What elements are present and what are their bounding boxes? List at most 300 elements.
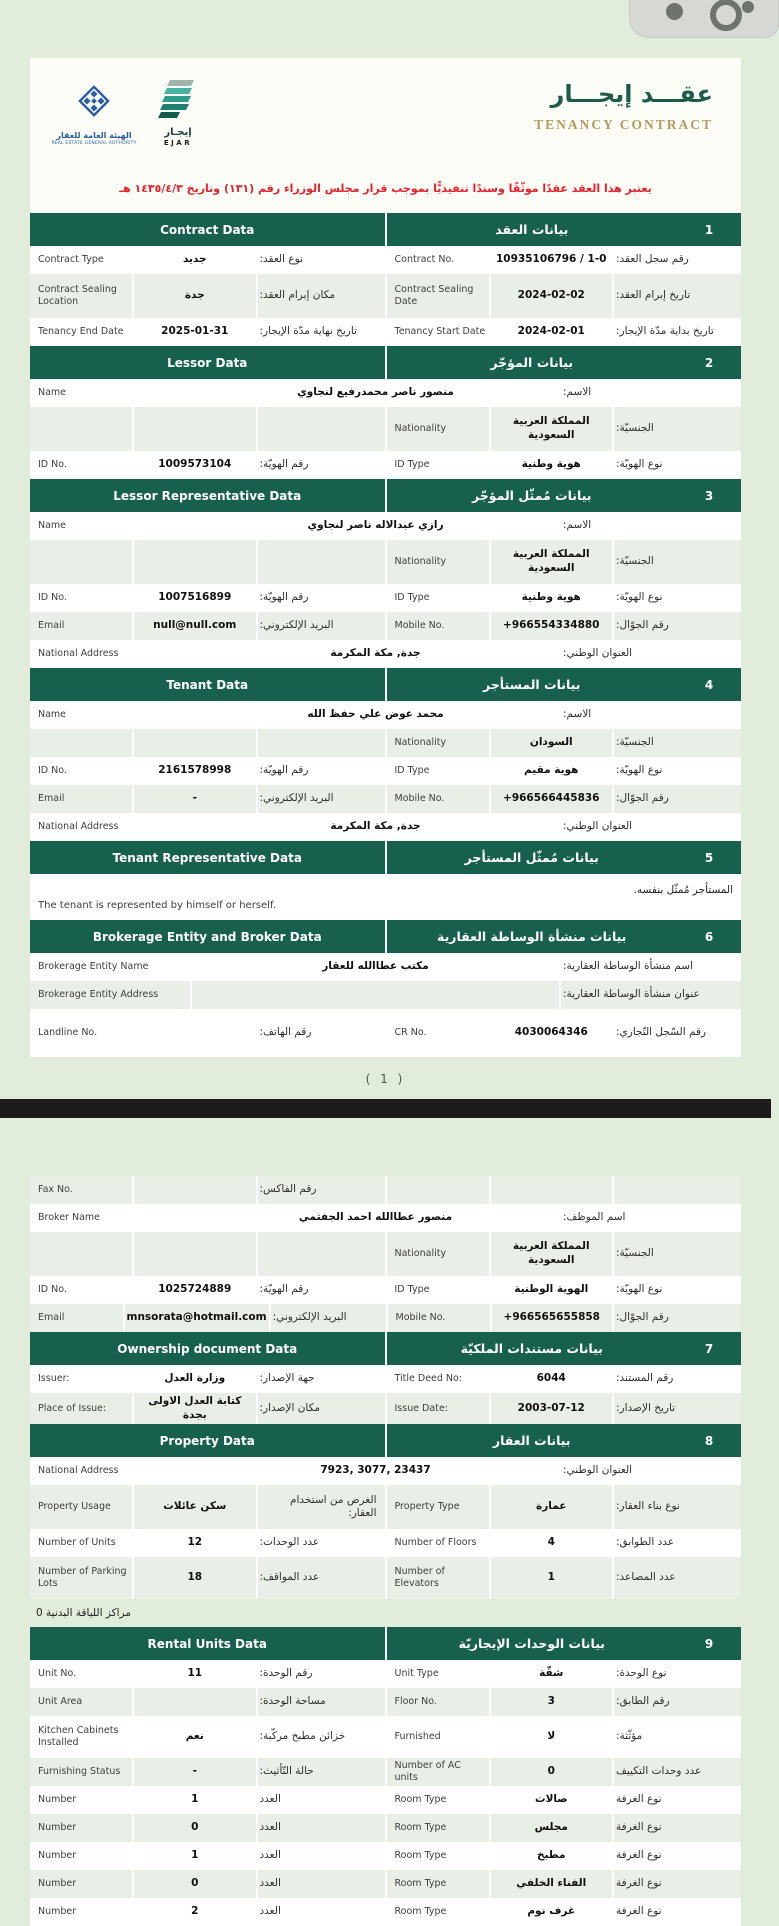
- ejar-logo: [150, 78, 206, 147]
- row-half-left: [30, 1393, 385, 1424]
- row-half-left: [30, 1485, 385, 1529]
- field-value: -: [132, 1758, 256, 1786]
- field-value: +966565655858: [490, 1304, 613, 1332]
- field-row: [30, 757, 741, 785]
- field-label-ar: خزائن مطبخ مركّبة:: [256, 1716, 385, 1758]
- field-label-ar: رقم الفاكس:: [256, 1176, 385, 1204]
- section-title-ar: بيانات الوحدات الإيجاريّة: [458, 1636, 605, 1652]
- field-row: [30, 1485, 741, 1529]
- field-row: [30, 274, 741, 318]
- field-label-en: Number: [38, 1822, 77, 1834]
- field-value: +966554334880: [489, 612, 613, 640]
- section-title-en: Lessor Data: [167, 355, 248, 370]
- field-label-en: Room Type: [394, 1906, 447, 1918]
- field-label-en: Floor No.: [394, 1696, 437, 1708]
- field-row: [30, 1814, 741, 1842]
- section-number: 5: [704, 850, 714, 865]
- field-label-ar: البريد الإلكتروني:: [256, 612, 385, 640]
- field-label-en: Title Deed No:: [394, 1373, 463, 1385]
- row-half-right: [385, 1898, 742, 1926]
- field-label-en: Name: [38, 709, 67, 721]
- field-label-en: Contract Sealing Date: [394, 284, 474, 307]
- field-row: [30, 1688, 741, 1716]
- section-title-english-half: [30, 1627, 385, 1660]
- field-label-en: Tenancy Start Date: [394, 326, 486, 338]
- section-number: 1: [704, 222, 714, 237]
- section-title-en: Rental Units Data: [147, 1636, 267, 1651]
- field-label-ar: نوع الغرفة: [612, 1870, 741, 1898]
- row-half-left: [30, 407, 385, 451]
- field-value: 4030064346: [489, 1009, 613, 1057]
- row-half-right: [385, 1688, 742, 1716]
- field-label-en: Email: [38, 1312, 65, 1324]
- field-value: [489, 1176, 613, 1204]
- row-half-left: [30, 540, 385, 584]
- field-label-ar: رقم الهويّة:: [256, 584, 385, 612]
- field-label-ar: نوع الغرفة: [612, 1814, 741, 1842]
- field-value: 12: [132, 1529, 256, 1557]
- field-label-en: Unit No.: [38, 1668, 77, 1680]
- field-label-en: Nationality: [394, 556, 447, 568]
- row-half-right: [385, 540, 742, 584]
- row-half-right: [385, 1716, 742, 1758]
- row-half-left: [30, 1688, 385, 1716]
- row-half-left: [30, 246, 385, 274]
- field-value: مجلس: [489, 1814, 613, 1842]
- field-label-ar: نوع الهويّة:: [612, 1276, 741, 1304]
- field-label-en: Fax No.: [38, 1184, 73, 1196]
- ejar-name-arabic: إيجـار: [164, 127, 192, 138]
- field-label-ar: العدد: [256, 1786, 385, 1814]
- row-half-right: [385, 757, 742, 785]
- field-value: كتابة العدل الاولى بجدة: [132, 1393, 256, 1424]
- section-title-en: Tenant Representative Data: [112, 850, 302, 865]
- field-value: 0: [132, 1870, 256, 1898]
- field-row-full-width: [30, 1204, 741, 1232]
- section-number: 9: [704, 1636, 714, 1651]
- section-title-arabic-half: [385, 841, 742, 874]
- fitness-centers-row: مراكز اللياقة البدنية 0: [36, 1607, 131, 1620]
- section-title-english-half: [30, 479, 385, 512]
- logo-group: [52, 74, 206, 147]
- field-row: [30, 729, 741, 757]
- row-half-left: [30, 1557, 385, 1599]
- field-row-full-width: [30, 379, 741, 407]
- field-label-en: ID Type: [394, 1284, 430, 1296]
- field-row: [30, 1176, 741, 1204]
- field-label-ar: عدد المصاعد:: [612, 1557, 741, 1599]
- field-label-en: [30, 1232, 132, 1276]
- row-half-right: [385, 274, 742, 318]
- field-label-en: Nationality: [394, 423, 447, 435]
- contract-page-1: [30, 58, 741, 1086]
- field-label-ar: عدد المواقف:: [256, 1557, 385, 1599]
- field-row: [30, 1660, 741, 1688]
- row-half-right: [385, 451, 742, 479]
- row-half-right: [385, 1786, 742, 1814]
- field-label-ar: عدد وحدات التكييف: [612, 1758, 741, 1786]
- field-value: الفناء الخلفي: [489, 1870, 613, 1898]
- section-title-english-half: [30, 1424, 385, 1457]
- section-title-en: Tenant Data: [166, 677, 249, 692]
- field-label-ar: رقم الطابق:: [612, 1688, 741, 1716]
- field-row: [30, 1529, 741, 1557]
- field-value: -: [132, 785, 256, 813]
- field-value: مكتب عطاالله للعقار: [190, 953, 559, 981]
- floating-toolbar[interactable]: [629, 0, 779, 38]
- rega-diamond-icon: [71, 78, 117, 128]
- field-value: 1007516899: [132, 584, 256, 612]
- field-value: صالات: [489, 1786, 613, 1814]
- field-value: لا: [489, 1716, 613, 1758]
- field-label-en: Broker Name: [38, 1212, 100, 1224]
- section-title-arabic-half: [385, 668, 742, 701]
- row-half-left: [30, 1814, 385, 1842]
- field-value: 4: [489, 1529, 613, 1557]
- row-half-left: [30, 584, 385, 612]
- section-title-ar: بيانات مُمثّل المستأجر: [464, 850, 599, 865]
- section-title-arabic-half: [385, 346, 742, 379]
- field-value: +966566445836: [489, 785, 613, 813]
- note-text-en: The tenant is represented by himself or herself.: [38, 899, 276, 911]
- row-half-left: [30, 1870, 385, 1898]
- field-label-en: Number: [38, 1906, 77, 1918]
- row-half-left: [30, 1276, 385, 1304]
- field-label-en: [30, 729, 132, 757]
- field-label-ar: عدد الطوابق:: [612, 1529, 741, 1557]
- row-half-right: [385, 1232, 742, 1276]
- row-half-right: [385, 318, 742, 346]
- field-row-full-width: [30, 640, 741, 668]
- section-title-ar: بيانات العقد: [495, 222, 569, 237]
- section-header-row: [30, 213, 741, 246]
- field-value: [132, 407, 256, 451]
- section-title-english-half: [30, 346, 385, 379]
- field-label-en: Unit Type: [394, 1668, 439, 1680]
- row-half-left: [30, 274, 385, 318]
- field-value: 2: [132, 1898, 256, 1926]
- field-label-ar: الاسم:: [559, 379, 741, 407]
- field-label-ar: مكان الإصدار:: [256, 1393, 385, 1424]
- field-row: [30, 1557, 741, 1599]
- field-row: [30, 584, 741, 612]
- field-label-en: Number of Elevators: [394, 1566, 445, 1590]
- row-half-right: [385, 1814, 742, 1842]
- field-label-en: ID Type: [394, 765, 430, 777]
- field-label-en: Mobile No.: [394, 620, 445, 632]
- contract-table-page-2: [30, 1176, 741, 1926]
- contract-page-2: [30, 1176, 741, 1926]
- document-title-arabic: عقـــد إيجـــار: [550, 80, 713, 108]
- row-half-right: [385, 1176, 742, 1204]
- field-value: السودان: [489, 729, 613, 757]
- field-value: [132, 1009, 256, 1057]
- field-value: 0: [489, 1758, 613, 1786]
- field-label-en: Tenancy End Date: [38, 326, 124, 338]
- field-label-ar: [256, 540, 385, 584]
- field-label-en: Contract No.: [394, 254, 455, 266]
- field-label-ar: تاريخ بداية مدّة الإيجار:: [612, 318, 741, 346]
- field-row: [30, 1304, 741, 1332]
- toolbar-partial-glyph-icon: [666, 3, 683, 20]
- field-label-en: Property Usage: [38, 1501, 111, 1513]
- page-separator: [0, 1099, 771, 1118]
- field-value: الهوية الوطنية: [489, 1276, 613, 1304]
- section-header-row: [30, 1424, 741, 1457]
- field-row: [30, 785, 741, 813]
- field-label-ar: تاريخ نهاية مدّة الإيجار:: [256, 318, 385, 346]
- field-value: هوية وطنية: [489, 584, 613, 612]
- field-value: 1009573104: [132, 451, 256, 479]
- field-value: 2024-02-02: [489, 274, 613, 318]
- field-value: [132, 1232, 256, 1276]
- field-label-ar: مساحة الوحدة:: [256, 1688, 385, 1716]
- field-value: 6044: [489, 1365, 613, 1393]
- section-title-en: Brokerage Entity and Broker Data: [92, 929, 322, 944]
- field-row: [30, 1365, 741, 1393]
- field-value: نعم: [132, 1716, 256, 1758]
- field-row: [30, 1870, 741, 1898]
- field-label-ar: [256, 1232, 385, 1276]
- field-label-en: Number of AC units: [394, 1760, 461, 1784]
- legal-disclaimer: يعتبر هذا العقد عقدًا موثّقًا وسندًا تنفيذيًّا بموجب قرار مجلس الوزراء رقم (١٣١) وتاريخ ١٤٣٥/٤/٣ هـ: [30, 168, 741, 213]
- row-half-right: [385, 1393, 742, 1424]
- row-half-left: [30, 451, 385, 479]
- section-title-english-half: [30, 1332, 385, 1365]
- row-half-right: [385, 1485, 742, 1529]
- field-value: هوية مقيم: [489, 757, 613, 785]
- section-title-en: Contract Data: [160, 222, 255, 237]
- section-title-english-half: [30, 920, 385, 953]
- field-value: سكن عائلات: [132, 1485, 256, 1529]
- field-label-ar: البريد الإلكتروني:: [256, 785, 385, 813]
- section-number: 6: [704, 929, 714, 944]
- field-label-ar: العنوان الوطني:: [559, 813, 741, 841]
- section-title-arabic-half: [385, 920, 742, 953]
- field-label-ar: رقم الجوّال:: [612, 785, 741, 813]
- representation-note-row: [30, 874, 741, 920]
- section-header-row: [30, 841, 741, 874]
- field-label-ar: تاريخ الإصدار:: [612, 1393, 741, 1424]
- field-row: [30, 407, 741, 451]
- field-label-ar: نوع بناء العقار:: [612, 1485, 741, 1529]
- section-title-ar: بيانات منشأة الوساطة العقارية: [437, 929, 627, 944]
- field-value: غرف نوم: [489, 1898, 613, 1926]
- field-label-ar: نوع الهويّة:: [612, 757, 741, 785]
- field-label-ar: الجنسيّة:: [612, 540, 741, 584]
- section-header-row: [30, 1627, 741, 1660]
- field-value: 2025-01-31: [132, 318, 256, 346]
- field-label-en: Number of Floors: [394, 1537, 477, 1549]
- field-row: [30, 318, 741, 346]
- field-label-en: National Address: [38, 648, 119, 660]
- page-number: ( 1 ): [365, 1072, 406, 1086]
- field-value: 11: [132, 1660, 256, 1688]
- section-title-arabic-half: [385, 213, 742, 246]
- document-header: [30, 58, 741, 168]
- row-half-right: [386, 1304, 742, 1332]
- field-label-en: [30, 407, 132, 451]
- field-label-en: Number of Parking Lots: [38, 1566, 127, 1590]
- field-label-ar: رقم الهويّة:: [256, 757, 385, 785]
- section-number: 2: [704, 355, 714, 370]
- field-row: [30, 1842, 741, 1870]
- field-label-ar: نوع الوحدة:: [612, 1660, 741, 1688]
- row-half-left: [30, 1758, 385, 1786]
- row-half-right: [385, 785, 742, 813]
- field-label-en: National Address: [38, 821, 119, 833]
- field-label-en: Property Type: [394, 1501, 460, 1513]
- ejar-name-english: EJAR: [163, 139, 193, 147]
- field-value: 2003-07-12: [489, 1393, 613, 1424]
- field-label-en: Place of Issue:: [38, 1402, 107, 1414]
- section-title-arabic-half: [385, 1332, 742, 1365]
- field-value: 0: [132, 1814, 256, 1842]
- field-label-en: Email: [38, 620, 65, 632]
- field-value: 3: [489, 1688, 613, 1716]
- field-value: رازي عبدالاله ناصر لنجاوي: [190, 512, 559, 540]
- section-title-ar: بيانات المؤجّر: [490, 355, 574, 370]
- section-number: 8: [704, 1433, 714, 1448]
- row-half-right: [385, 1276, 742, 1304]
- field-row: [30, 1276, 741, 1304]
- field-row: [30, 1716, 741, 1758]
- field-value: جدة, مكة المكرمة: [190, 813, 559, 841]
- field-value: 2024-02-01: [489, 318, 613, 346]
- row-half-left: [30, 729, 385, 757]
- field-row-full-width: [30, 953, 741, 981]
- field-value: [132, 1688, 256, 1716]
- row-half-left: [30, 1529, 385, 1557]
- field-label-en: Name: [38, 387, 67, 399]
- field-row: [30, 1393, 741, 1424]
- section-header-row: [30, 920, 741, 953]
- row-half-left: [30, 612, 385, 640]
- field-label-en: [387, 1176, 489, 1204]
- row-half-right: [385, 1557, 742, 1599]
- field-label-ar: نوع الغرفة: [612, 1842, 741, 1870]
- section-header-row: [30, 668, 741, 701]
- field-label-en: Number of Units: [38, 1537, 116, 1549]
- section-header-row: [30, 479, 741, 512]
- row-half-right: [385, 1365, 742, 1393]
- field-label-en: Kitchen Cabinets Installed: [38, 1725, 119, 1749]
- row-half-left: [30, 1842, 385, 1870]
- field-value: عمارة: [489, 1485, 613, 1529]
- field-label-ar: جهة الإصدار:: [256, 1365, 385, 1393]
- field-row-full-width: [30, 512, 741, 540]
- note-text-ar: المستأجر مُمثّل بنفسه.: [633, 883, 733, 896]
- section-number: 7: [704, 1341, 714, 1356]
- field-value: المملكة العربية السعودية: [489, 407, 613, 451]
- field-label-ar: رقم المستند:: [612, 1365, 741, 1393]
- section-header-row: [30, 1332, 741, 1365]
- document-title-block: [534, 74, 719, 133]
- field-label-en: ID Type: [394, 592, 430, 604]
- field-row-full-width: [30, 701, 741, 729]
- field-label-en: ID No.: [38, 459, 67, 471]
- field-label-en: Mobile No.: [395, 1312, 446, 1324]
- section-title-ar: بيانات مُمثّل المؤجّر: [471, 488, 592, 503]
- field-label-en: Room Type: [394, 1878, 447, 1890]
- field-value: [190, 981, 559, 1009]
- field-label-en: [30, 540, 132, 584]
- field-row-full-width: [30, 981, 741, 1009]
- field-value: وزارة العدل: [132, 1365, 256, 1393]
- field-label-ar: مؤثّثة:: [612, 1716, 741, 1758]
- field-label-ar: العدد: [256, 1870, 385, 1898]
- row-half-left: [30, 1786, 385, 1814]
- field-label-en: Room Type: [394, 1822, 447, 1834]
- row-half-right: [385, 407, 742, 451]
- field-value: [132, 1176, 256, 1204]
- field-label-en: Landline No.: [38, 1027, 98, 1039]
- field-row: [30, 540, 741, 584]
- field-value: منصور عطاالله احمد الجفثمي: [190, 1204, 559, 1232]
- row-half-left: [30, 318, 385, 346]
- field-value: 1: [132, 1786, 256, 1814]
- field-label-en: Brokerage Entity Name: [38, 961, 149, 973]
- field-value: جديد: [132, 246, 256, 274]
- rega-logo: [52, 78, 136, 146]
- field-label-en: Mobile No.: [394, 793, 445, 805]
- field-row: [30, 1758, 741, 1786]
- field-value: 1025724889: [132, 1276, 256, 1304]
- field-value: 18: [132, 1557, 256, 1599]
- field-label-en: Nationality: [394, 1248, 447, 1260]
- field-row: [30, 612, 741, 640]
- field-label-en: ID No.: [38, 592, 67, 604]
- field-label-ar: العدد: [256, 1898, 385, 1926]
- field-label-en: Number: [38, 1794, 77, 1806]
- field-label-en: Brokerage Entity Address: [38, 989, 159, 1001]
- field-label-ar: عدد الوحدات:: [256, 1529, 385, 1557]
- field-label-en: Contract Sealing Location: [38, 284, 117, 307]
- ejar-stripes-icon: [158, 78, 198, 124]
- field-label-en: Contract Type: [38, 254, 104, 266]
- field-value: 10935106796 / 1-0: [489, 246, 613, 274]
- field-label-ar: العدد: [256, 1842, 385, 1870]
- field-value: mnsorata@hotmail.com: [123, 1304, 269, 1332]
- field-row: [30, 246, 741, 274]
- section-title-en: Ownership document Data: [117, 1341, 298, 1356]
- section-number: 4: [704, 677, 714, 692]
- field-label-en: Room Type: [394, 1850, 447, 1862]
- field-label-en: ID No.: [38, 765, 67, 777]
- field-value: 2161578998: [132, 757, 256, 785]
- field-label-ar: الجنسيّة:: [612, 729, 741, 757]
- field-label-ar: رقم الهاتف:: [256, 1009, 385, 1057]
- field-value: جدة, مكة المكرمة: [190, 640, 559, 668]
- field-value: 1: [132, 1842, 256, 1870]
- field-value: المملكة العربية السعودية: [489, 1232, 613, 1276]
- field-value: [132, 729, 256, 757]
- field-label-ar: العدد: [256, 1814, 385, 1842]
- field-label-ar: رقم سجل العقد:: [612, 246, 741, 274]
- field-label-ar: رقم الوحدة:: [256, 1660, 385, 1688]
- field-label-en: Nationality: [394, 737, 447, 749]
- rega-name-arabic: الهيئة العامة للعقار: [56, 131, 132, 140]
- field-label-ar: الغرض من استخدام العقار:: [256, 1485, 385, 1529]
- field-label-ar: تاريخ إبرام العقد:: [612, 274, 741, 318]
- field-label-en: Issue Date:: [394, 1402, 448, 1414]
- field-label-en: Email: [38, 793, 65, 805]
- section-title-ar: بيانات المستأجر: [483, 677, 581, 692]
- field-label-ar: نوع العقد:: [256, 246, 385, 274]
- section-title-english-half: [30, 668, 385, 701]
- row-half-left: [30, 1176, 385, 1204]
- field-label-ar: رقم الجوّال:: [612, 612, 741, 640]
